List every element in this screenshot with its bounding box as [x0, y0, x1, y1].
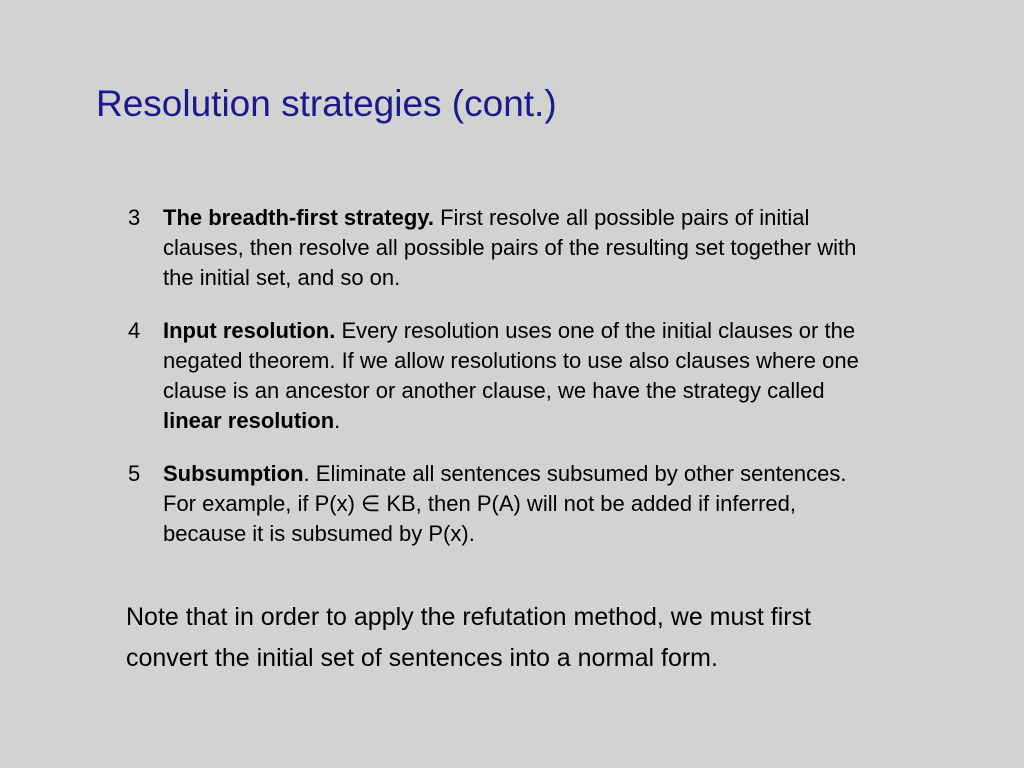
- strategy-list: [128, 203, 988, 572]
- item-text-line: For example, if P(x) ∈ KB, then P(A) will not be added if inferred,: [163, 491, 796, 516]
- slide-title: Resolution strategies (cont.): [96, 83, 557, 124]
- item-heading: The breadth-first strategy.: [163, 205, 434, 230]
- item-text-line: negated theorem. If we allow resolutions to use also clauses where one: [163, 348, 859, 373]
- item-text-line: the initial set, and so on.: [163, 265, 401, 290]
- strategy-item-subsumption: [128, 459, 988, 549]
- item-text: Every resolution uses one of the initial clauses or the: [335, 318, 856, 343]
- note-line: convert the initial set of sentences into a normal form.: [126, 644, 718, 672]
- strategy-item-input-resolution: [128, 316, 988, 436]
- note-line: Note that in order to apply the refutation method, we must first: [126, 603, 812, 631]
- item-first-line: [163, 316, 988, 346]
- item-number: 4: [128, 318, 141, 343]
- item-last-line: [163, 406, 988, 436]
- item-text-line: clause is an ancestor or another clause, we have the strategy called: [163, 378, 825, 403]
- item-text: First resolve all possible pairs of initial: [433, 205, 810, 230]
- item-first-line: [163, 203, 988, 233]
- item-first-line: [163, 459, 988, 489]
- item-text-line: clauses, then resolve all possible pairs of the resulting set together with: [163, 235, 857, 260]
- item-number: 5: [128, 461, 141, 486]
- strategy-item-breadth-first: [128, 203, 988, 293]
- item-text: . Eliminate all sentences subsumed by other sentences.: [303, 461, 847, 486]
- note-paragraph: [126, 597, 986, 679]
- item-term-suffix: .: [334, 408, 341, 433]
- item-heading: Input resolution.: [163, 318, 336, 343]
- item-number: 3: [128, 205, 141, 230]
- item-term: linear resolution: [163, 408, 335, 433]
- item-text-line: because it is subsumed by P(x).: [163, 521, 475, 546]
- item-heading: Subsumption: [163, 461, 304, 486]
